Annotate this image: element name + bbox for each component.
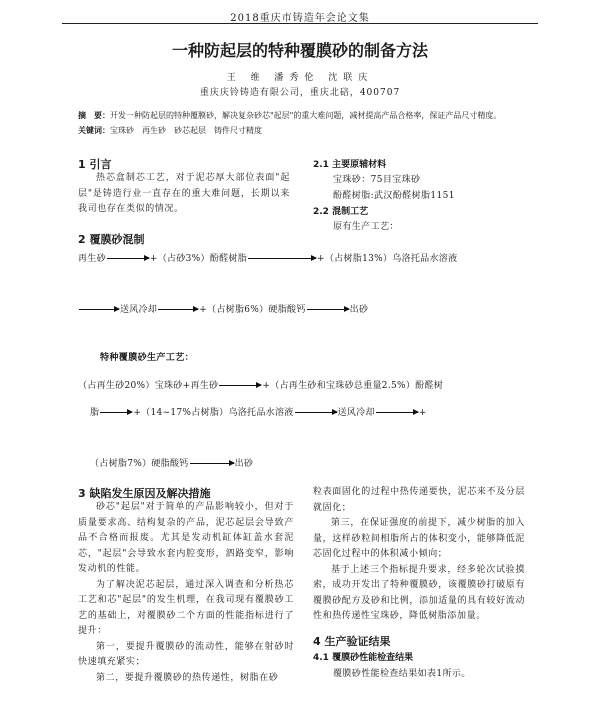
- flow1-step-e: +（占树脂6%）硬脂酸钙: [199, 305, 306, 315]
- flow-arrow: [100, 412, 132, 413]
- flow2-step-d: +（14~17%占树脂）乌洛托品水溶液: [133, 408, 294, 418]
- section-3-paragraph-5: 粒表面固化的过程中热传递要快，泥芯来不及分层就固化；: [313, 487, 525, 513]
- section-3-heading: 3 缺陷发生原因及解决措施: [78, 487, 211, 500]
- flow-arrow: [79, 309, 119, 310]
- keywords: [78, 125, 262, 136]
- flow-arrow: [107, 258, 149, 259]
- flow-special-row-1: [78, 378, 443, 391]
- material-line-1: 宝珠砂：75目宝珠砂: [333, 175, 421, 185]
- flow2-step-f: +: [418, 408, 427, 418]
- section-1-paragraph: 热芯盒制芯工艺，对于泥芯厚大部位表面"起层"是铸造行业一直存在的重大难问题，长期以来我司也存在类似的情况。: [78, 173, 290, 214]
- flow1-step-d: 送风冷却: [120, 305, 158, 315]
- section-3-paragraph-4: 第二，要提升覆膜砂的热传递性，树脂在砂: [96, 672, 279, 683]
- running-header: 2018重庆市铸造年会论文集: [230, 13, 370, 24]
- section-2-2-heading: 2.2 混制工艺: [313, 207, 369, 217]
- flow-arrow: [248, 258, 316, 259]
- section-3-paragraph-3: 第一，要提升覆膜砂的流动性，能够在射砂时快速填充紧实；: [78, 641, 294, 667]
- paper-affiliation: 重庆庆铃铸造有限公司，重庆北碚，400707: [199, 88, 401, 98]
- keywords-text: 宝珠砂 再生砂 砂芯起层 铸件尺寸精度: [110, 126, 262, 135]
- flow1-step-f: 出砂: [349, 305, 369, 315]
- header-rule: [62, 23, 538, 24]
- flow1-step-b: +（占砂3%）酚醛树脂: [149, 254, 248, 264]
- flow2-step-a: （占再生砂20%）宝珠砂+再生砂: [78, 381, 219, 391]
- special-process-label: 特种覆膜砂生产工艺：: [100, 353, 195, 363]
- section-4-paragraph: 覆膜砂性能检查结果如表1所示。: [333, 669, 471, 679]
- flow-arrow: [295, 412, 337, 413]
- flow1-step-c: +（占树脂13%）乌洛托品水溶液: [317, 254, 458, 264]
- flow2-step-h: 出砂: [234, 459, 254, 469]
- flow1-step-a: 再生砂: [78, 254, 106, 264]
- flow-arrow: [219, 385, 261, 386]
- paper-title: 一种防起层的特种覆膜砂的制备方法: [171, 41, 428, 60]
- section-3-paragraph-1: 砂芯"起层"对于简单的产品影响较小，但对于质量要求高、结构复杂的产品，泥芯起层会导致产品不合格而报废。尤其是发动机缸体缸盖水套泥芯，"起层"会导致水套内腔变形，泗路变窄，影响发动机的性能。: [78, 502, 294, 574]
- flow-special-row-3: [90, 456, 253, 469]
- section-3-paragraph-2: 为了解决泥芯起层，通过深入调查和分析热芯工艺和芯"起层"的发生机理，在我司现有覆膜砂工艺的基础上，对覆膜砂二个方面的性能指标进行了提升：: [78, 579, 294, 636]
- abstract-text: 开发一种防起层的特种覆膜砂，解决复杂砂芯"起层"的重大难问题，减材提高产品合格率，保证产品尺寸精度。: [110, 111, 502, 120]
- flow2-step-e: 送风冷却: [337, 408, 375, 418]
- flow2-step-c: 脂: [90, 408, 100, 418]
- flow-arrow: [307, 309, 349, 310]
- section-2-1-heading: 2.1 主要原辅材料: [313, 160, 387, 170]
- flow-original-row-1: [78, 251, 457, 264]
- flow-arrow: [190, 463, 234, 464]
- paper-authors: 王 维 潘秀伦 沈联庆: [226, 73, 374, 83]
- section-2-heading: 2 覆膜砂混制: [78, 233, 145, 246]
- process-label: 原有生产工艺：: [333, 222, 399, 232]
- flow-arrow: [376, 412, 418, 413]
- section-3-paragraph-7: 基于上述三个指标提升要求，经多轮次试验摸索，成功开发出了特种覆膜砂，该覆膜砂打破原有覆膜砂配方及砂和比例，添加适量的具有较好流动性和热传递性宝珠砂，降低树脂添加量。: [313, 564, 525, 621]
- abstract: [78, 110, 501, 121]
- abstract-label: 摘 要：: [78, 111, 110, 120]
- keywords-label: 关键词：: [78, 126, 110, 135]
- flow-original-row-2: [78, 302, 368, 315]
- flow2-step-g: （占树脂7%）硬脂酸钙: [90, 459, 189, 469]
- section-1-heading: 1 引言: [78, 158, 112, 171]
- section-4-1-heading: 4.1 覆膜砂性能检查结果: [313, 653, 414, 663]
- section-4-heading: 4 生产验证结果: [313, 635, 391, 648]
- section-3-left-text: [78, 500, 294, 686]
- flow-arrow: [158, 309, 198, 310]
- flow-special-row-2: [90, 405, 427, 418]
- section-3-paragraph-6: 第三，在保证强度的前提下，减少树脂的加入量，这样砂粒间相脂所占的体积变小，能够降低泥芯固化过程中的体积减小倾向；: [313, 518, 525, 559]
- section-3-right-text: [313, 485, 525, 625]
- flow2-step-b: +（占再生砂和宝珠砂总重量2.5%）酚醛树: [262, 381, 444, 391]
- material-line-2: 酚醛树脂:武汉酚醛树脂1151: [333, 191, 455, 201]
